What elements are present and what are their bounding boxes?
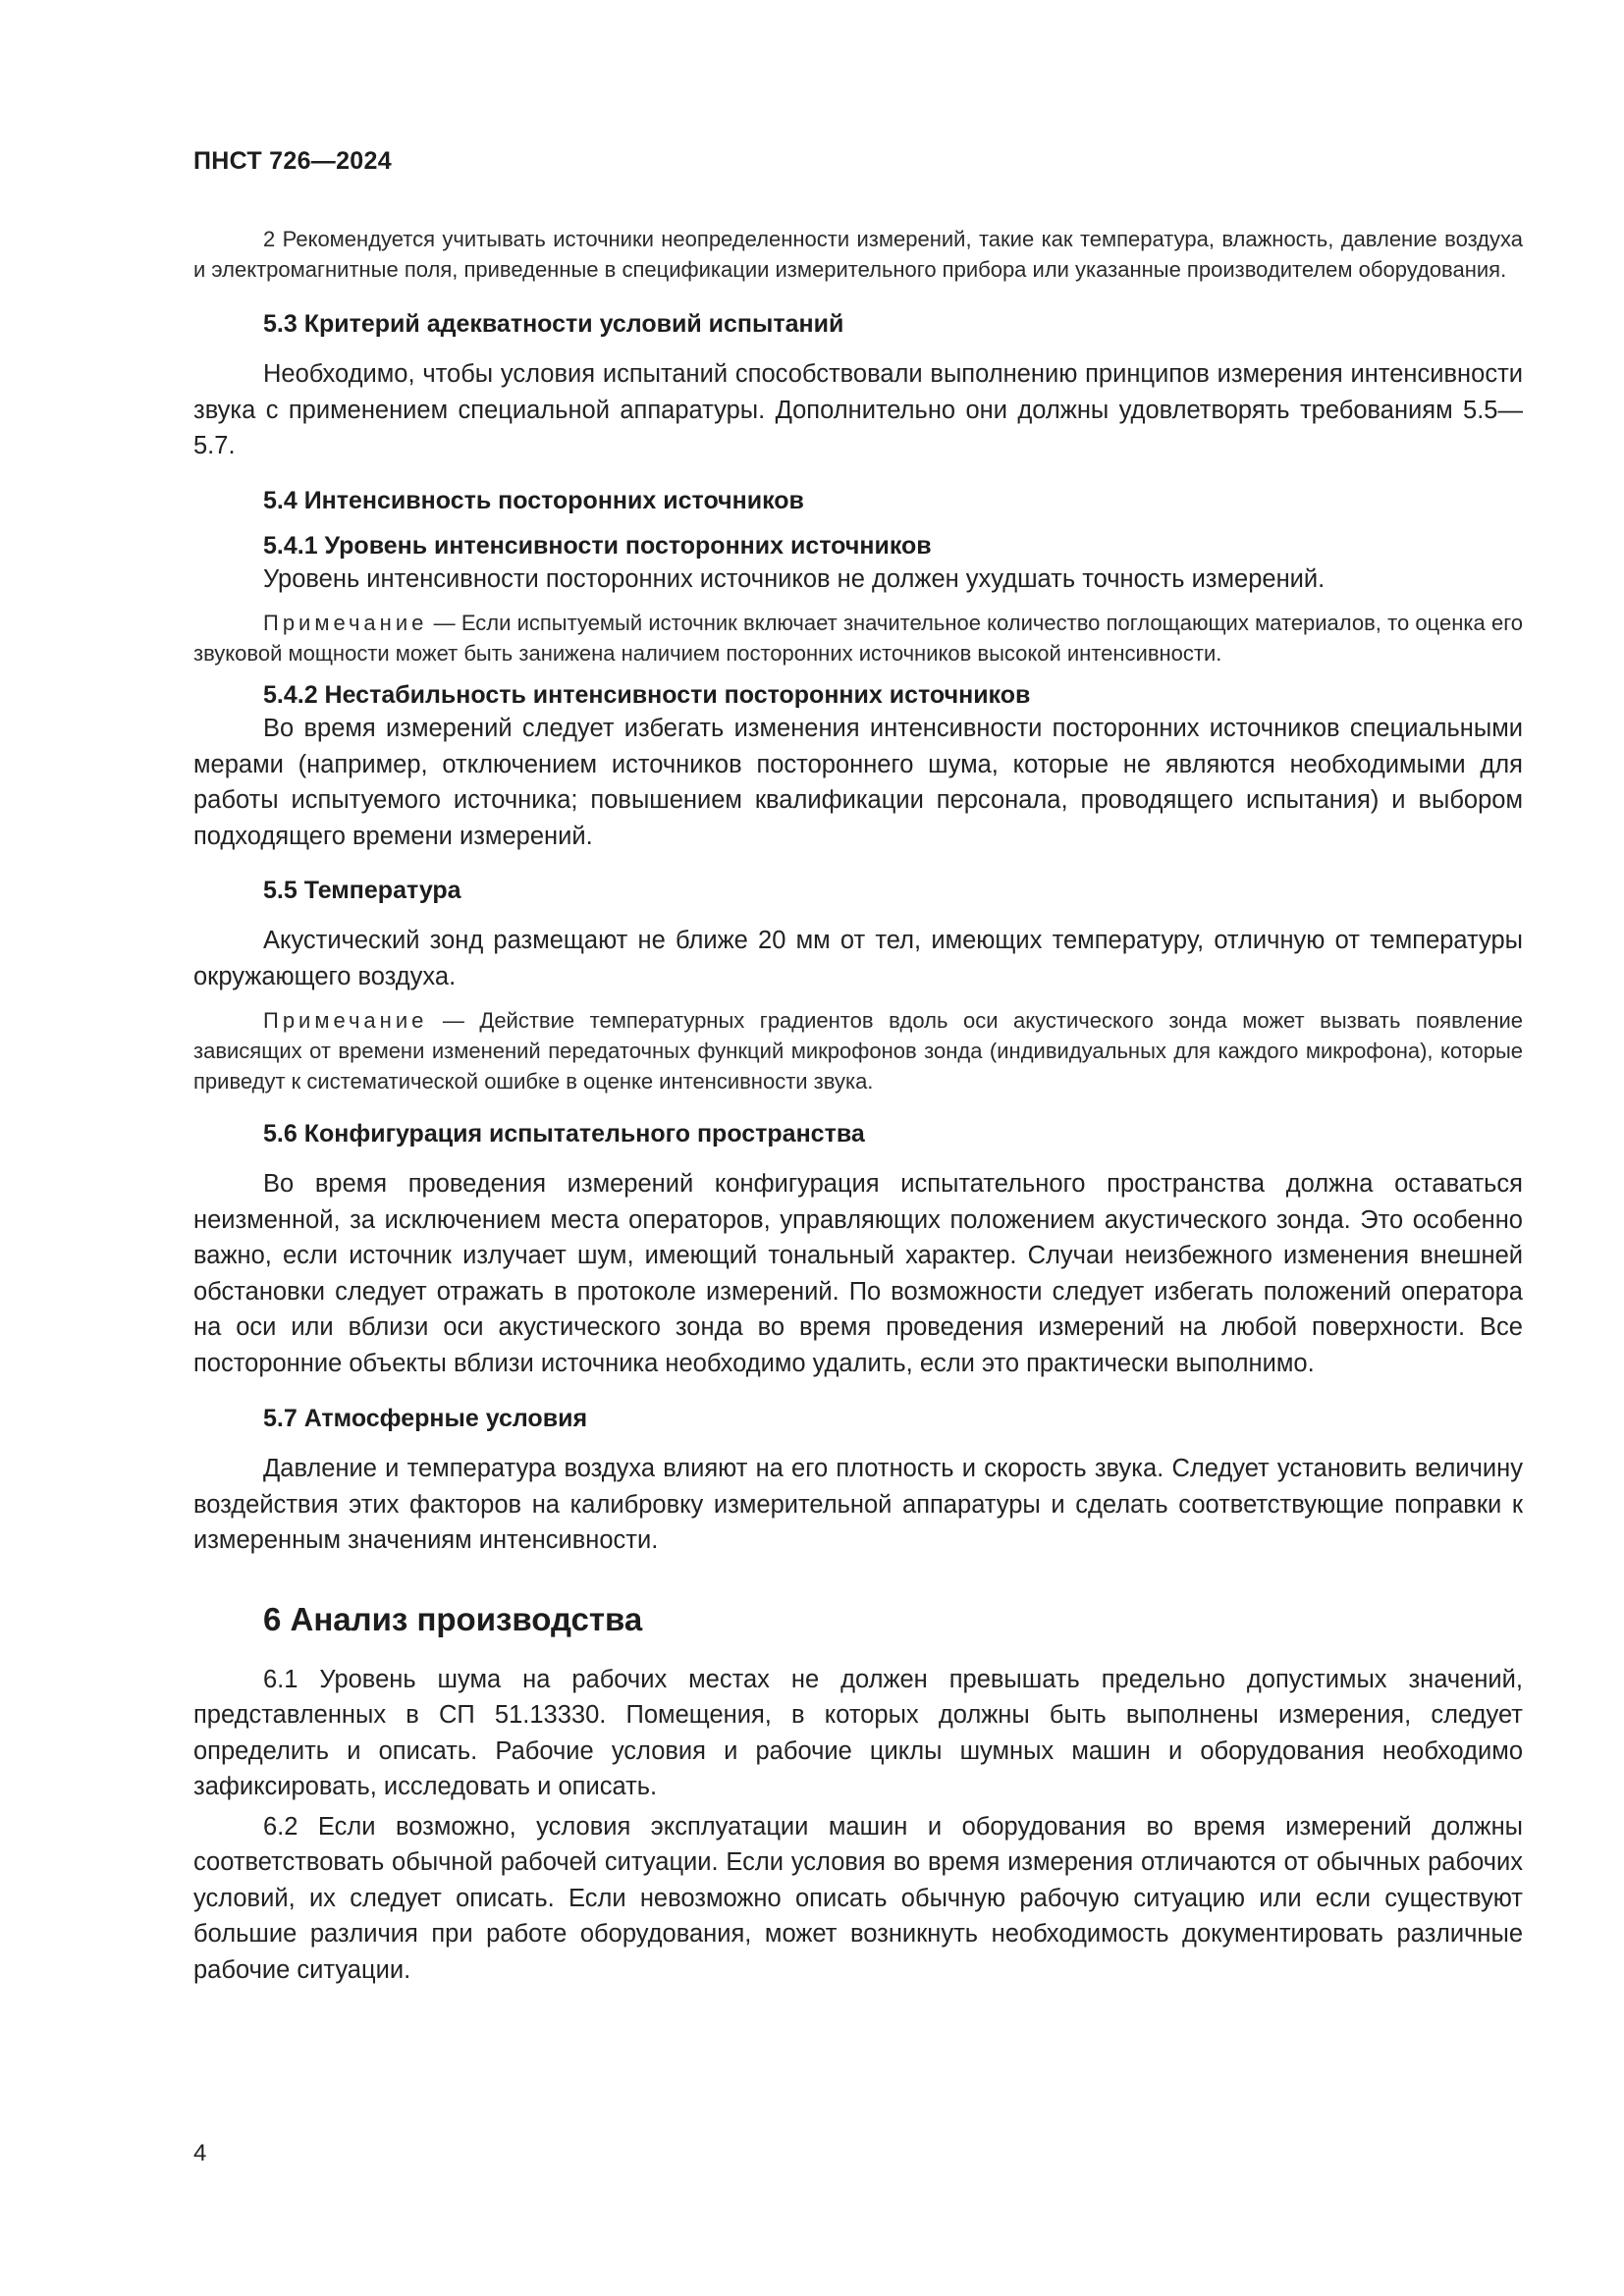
document-header: ПНСТ 726—2024 [193, 147, 392, 175]
paragraph-5-7: Давление и температура воздуха влияют на его плотность и скорость звука. Следует установить величину воздействия этих факторов на калибровку измерительной аппаратуры и сделать соответствующие поправки к измеренным значениям интенсивности. [193, 1455, 1523, 1554]
heading-6: 6 Анализ производства [263, 1600, 643, 1637]
heading-5-5: 5.5 Температура [263, 877, 461, 904]
note-2: 2 Рекомендуется учитывать источники неопределенности измерений, такие как температура, влажность, давление воздуха и электромагнитные поля, приведенные в спецификации измерительного прибора или указанные производителем оборудования. [193, 227, 1523, 282]
page-number: 4 [193, 2140, 207, 2166]
heading-5-4: 5.4 Интенсивность посторонних источников [263, 486, 804, 514]
paragraph-5-5: Акустический зонд размещают не ближе 20 мм от тел, имеющих температуру, отличную от температуры окружающего воздуха. [193, 927, 1523, 990]
heading-5-7: 5.7 Атмосферные условия [263, 1405, 588, 1432]
paragraph-5-4-2: Во время измерений следует избегать изменения интенсивности посторонних источников специальными мерами (например, отключением источников постороннего шума, которые не являются необходимыми для работы испытуемого источника; повышением квалификации персонала, проводящего испытания) и выбором подходящего времени измерений. [193, 715, 1523, 850]
note-text: — Действие температурных градиентов вдоль оси акустического зонда может вызвать появление зависящих от времени изменений передаточных функций микрофонов зонда (индивидуальных для каждого микрофона), которые приведут к систематической ошибке в оценке интенсивности звука. [193, 1008, 1523, 1094]
heading-5-4-1: 5.4.1 Уровень интенсивности посторонних источников [263, 531, 932, 560]
paragraph-6-2: 6.2 Если возможно, условия эксплуатации машин и оборудования во время измерений должны соответствовать обычной рабочей ситуации. Если условия во время измерения отличаются от обычных рабочих условий, их следует описать. Если невозможно описать обычную рабочую ситуацию или если существуют большие различия при работе оборудования, может возникнуть необходимость документировать различные рабочие ситуации. [193, 1812, 1523, 1984]
note-5-5 [193, 1005, 1523, 1096]
heading-5-3: 5.3 Критерий адекватности условий испытаний [263, 310, 844, 338]
paragraph-5-4-1: Уровень интенсивности посторонних источников не должен ухудшать точность измерений. [263, 564, 1326, 593]
paragraph-5-6: Во время проведения измерений конфигурация испытательного пространства должна оставаться неизменной, за исключением места операторов, управляющих положением акустического зонда. Это особенно важно, если источник излучает шум, имеющий тональный характер. Случаи неизбежного изменения внешней обстановки следует отражать в протоколе измерений. По возможности следует избегать положений оператора на оси или вблизи оси акустического зонда во время проведения измерений на любой поверхности. Все посторонние объекты вблизи источника необходимо удалить, если это практически выполнимо. [193, 1170, 1523, 1377]
paragraph-6-1: 6.1 Уровень шума на рабочих местах не должен превышать предельно допустимых значений, представленных в СП 51.13330. Помещения, в которых должны быть выполнены измерения, следует определить и описать. Рабочие условия и рабочие циклы шумных машин и оборудования необходимо зафиксировать, исследовать и описать. [193, 1665, 1523, 1800]
note-text: — Если испытуемый источник включает значительное количество поглощающих материалов, то оценка его звуковой мощности может быть занижена наличием посторонних источников высокой интенсивности. [193, 611, 1523, 666]
heading-5-6: 5.6 Конфигурация испытательного пространства [263, 1120, 865, 1148]
note-label: Примечание [263, 1008, 428, 1033]
note-5-4-1 [193, 608, 1523, 668]
document-body [193, 224, 1523, 1988]
note-label: Примечание [263, 611, 428, 635]
heading-5-4-2: 5.4.2 Нестабильность интенсивности посторонних источников [263, 681, 1031, 709]
paragraph-5-3: Необходимо, чтобы условия испытаний способствовали выполнению принципов измерения интенсивности звука с применением специальной аппаратуры. Дополнительно они должны удовлетворять требованиям 5.5—5.7. [193, 360, 1523, 459]
